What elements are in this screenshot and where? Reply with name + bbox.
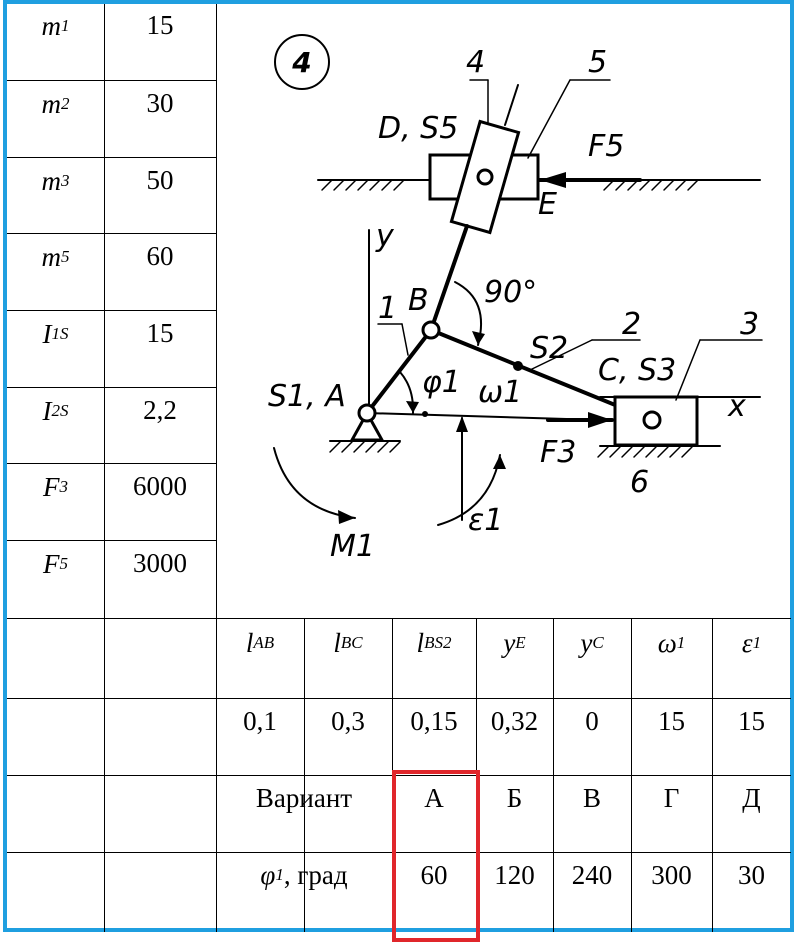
angle-g: 300 xyxy=(651,859,692,890)
label-x: x xyxy=(728,389,746,424)
label-1: 1 xyxy=(378,291,398,326)
joint-d xyxy=(478,170,492,184)
header-omega1: ω 1 xyxy=(657,627,686,658)
label-f3: F 3 xyxy=(43,471,68,502)
label-omega1: ω1 xyxy=(478,375,523,410)
label-c-s3: C, S3 xyxy=(598,353,677,388)
label-5: 5 xyxy=(588,45,608,80)
label-2: 2 xyxy=(622,307,642,342)
variant-b: Б xyxy=(506,782,523,813)
label-f5: F5 xyxy=(588,129,625,164)
header-lbc: l BC xyxy=(333,627,363,658)
value-m3: 50 xyxy=(146,164,174,195)
label-eps1: ε1 xyxy=(468,503,504,538)
label-m5: m 5 xyxy=(41,241,70,272)
link-bd xyxy=(431,226,467,330)
value-eps1: 15 xyxy=(738,705,765,736)
value-omega1: 15 xyxy=(658,705,685,736)
label-f5: F 5 xyxy=(43,548,68,579)
joint-c xyxy=(644,412,660,428)
label-b: B xyxy=(408,283,429,318)
label-s2: S2 xyxy=(530,331,569,366)
label-phi1: φ1 xyxy=(422,365,461,400)
variant-a: А xyxy=(424,782,444,813)
joint-a xyxy=(359,405,375,421)
value-lab: 0,1 xyxy=(243,705,277,736)
phi1-label: φ 1 , град xyxy=(260,859,348,890)
header-ye: y E xyxy=(503,627,526,658)
label-y: y xyxy=(376,219,394,254)
angle-d: 30 xyxy=(738,859,765,890)
variant-g: Г xyxy=(663,782,680,813)
label-6: 6 xyxy=(630,465,650,500)
label-i1s: I 1S xyxy=(42,318,69,349)
value-ye: 0,32 xyxy=(490,705,539,736)
label-4: 4 xyxy=(466,45,486,80)
label-m1: M1 xyxy=(330,529,375,564)
variant-label: Вариант xyxy=(255,782,353,813)
value-f5: 3000 xyxy=(133,547,187,578)
label-m3: m 3 xyxy=(41,165,70,196)
label-3: 3 xyxy=(740,307,760,342)
point-s2 xyxy=(513,361,523,371)
label-m1: m 1 xyxy=(41,10,70,41)
scheme-number: 4 xyxy=(292,46,312,79)
label-i2s: I 2S xyxy=(42,395,69,426)
label-s1-a: S1, A xyxy=(268,379,346,414)
label-d-s5: D, S5 xyxy=(378,111,459,146)
angle-b: 120 xyxy=(494,859,535,890)
header-eps1: ε 1 xyxy=(741,627,762,658)
header-lab: l AB xyxy=(245,627,275,658)
angle-v: 240 xyxy=(571,859,613,890)
value-i2s: 2,2 xyxy=(143,394,177,425)
header-yc: y C xyxy=(580,627,604,658)
variant-d: Д xyxy=(742,782,761,813)
label-f3: F3 xyxy=(540,435,577,470)
value-lbs2: 0,15 xyxy=(410,705,458,736)
value-yc: 0 xyxy=(585,705,599,736)
header-lbs2: l BS2 xyxy=(416,627,452,658)
value-i1s: 15 xyxy=(146,317,174,348)
label-90: 90° xyxy=(484,275,538,310)
value-f3: 6000 xyxy=(133,470,187,501)
label-e: E xyxy=(538,187,557,222)
value-m2: 30 xyxy=(146,87,174,118)
joint-b xyxy=(423,322,439,338)
value-lbc: 0,3 xyxy=(331,705,365,736)
value-m5: 60 xyxy=(146,240,174,271)
angle-a: 60 xyxy=(420,859,448,890)
variant-v: В xyxy=(582,782,601,813)
label-m2: m 2 xyxy=(41,88,70,119)
value-m1: 15 xyxy=(146,9,174,40)
